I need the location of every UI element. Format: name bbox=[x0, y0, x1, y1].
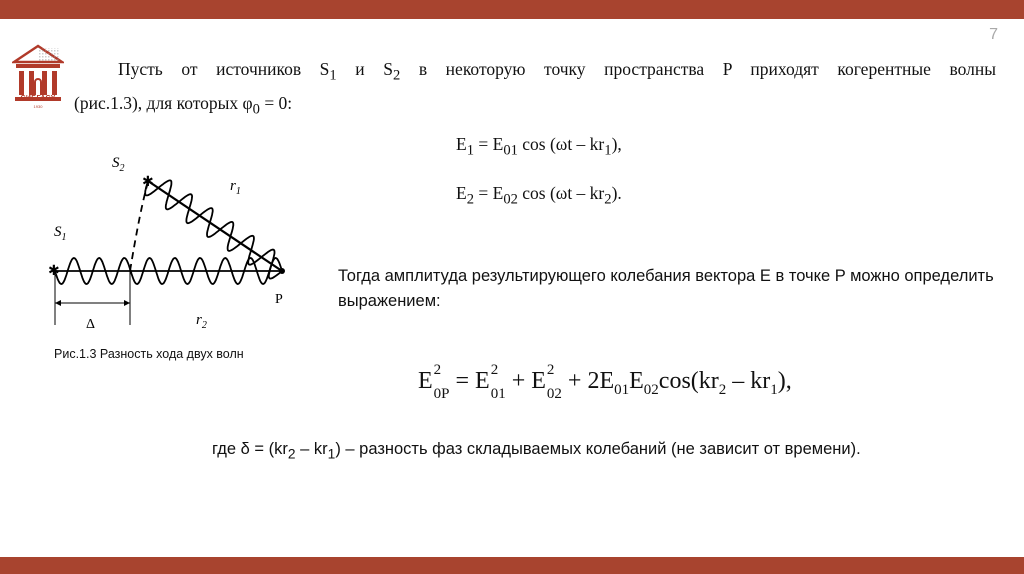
figure-caption: Рис.1.3 Разность хода двух волн bbox=[54, 347, 244, 361]
label-r1: $r_1$ bbox=[230, 178, 241, 197]
svg-text:✱: ✱ bbox=[142, 174, 154, 190]
label-r2: $r_2$ bbox=[196, 312, 207, 331]
amplitude-equation: E 2 0P = E 2 01 + E 2 02 + $2E_{01}E_{02}\cos(kr_2 - kr_1)$, bbox=[418, 362, 792, 403]
phase-difference-note: где $\delta = (kr_2 - kr_1)$ – разность фаз складываемых колебаний (не зависит от времени). bbox=[212, 440, 861, 462]
then-paragraph: Тогда амплитуда результирующего колебания вектора E в точке P можно определить выражением: bbox=[338, 267, 994, 310]
label-delta: Δ bbox=[86, 317, 96, 332]
wave-s2 bbox=[145, 180, 282, 278]
page-number: 7 bbox=[989, 26, 998, 43]
bottom-bar bbox=[0, 557, 1024, 574]
top-bar bbox=[0, 0, 1024, 19]
intro-line-1: Пусть от источников $S_1$ и $S_2$ в некоторую точку пространства P приходят когерентные волны bbox=[118, 59, 996, 84]
label-s2: $S_2$ bbox=[112, 155, 125, 174]
svg-text:✱: ✱ bbox=[48, 263, 60, 279]
equation-e1: $E_1 = E_{01}$ $\cos (\omega t - kr_1)$, bbox=[456, 134, 622, 159]
equation-e2: $E_2 = E_{02}$ $\cos (\omega t - kr_2)$. bbox=[456, 183, 622, 208]
logo-title: СИБГАСУ bbox=[20, 95, 56, 102]
intro-line-2: (рис.1.3), для которых $\varphi_0 = 0$: bbox=[74, 92, 293, 117]
label-p: P bbox=[275, 292, 283, 307]
intro-paragraph bbox=[74, 56, 996, 123]
label-s1: $S_1$ bbox=[54, 224, 67, 243]
logo-subtitle: 1930 bbox=[33, 104, 43, 109]
path-difference-diagram bbox=[30, 140, 310, 345]
